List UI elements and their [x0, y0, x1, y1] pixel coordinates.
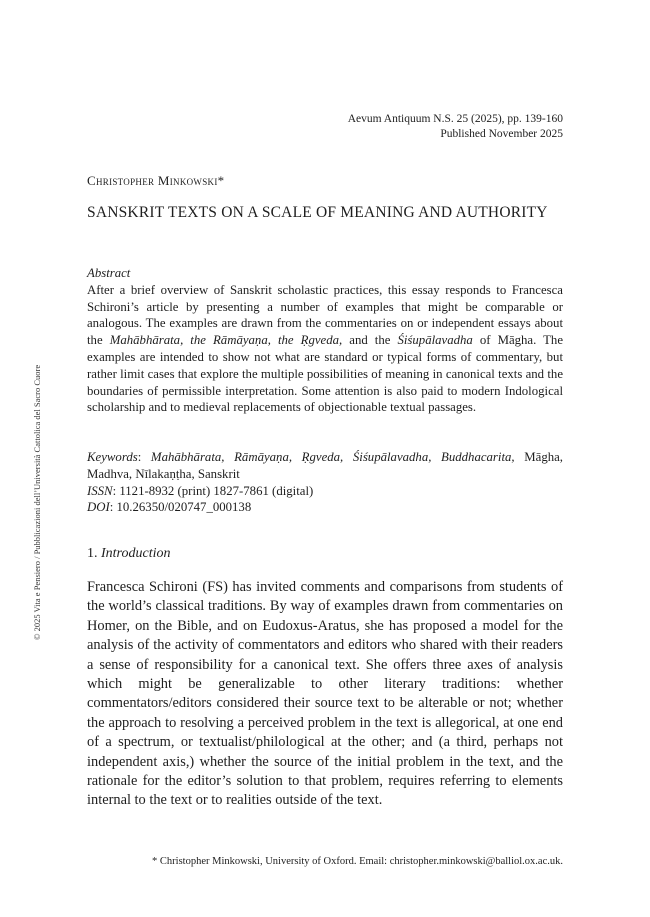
- section-heading: [87, 546, 170, 562]
- abstract-work-titles: Mahābhārata, the Rāmāyaṇa, the Ṛgveda,: [109, 333, 343, 348]
- doi-value: : 10.26350/020747_000138: [109, 500, 252, 515]
- issn: [87, 483, 563, 500]
- paper-metadata: [87, 449, 563, 516]
- abstract-label: Abstract: [87, 266, 131, 280]
- section-title: Introduction: [101, 546, 171, 561]
- abstract-work-title: Śiśupālavadha: [397, 333, 473, 348]
- copyright-side-note: © 2025 Vita e Pensiero / Pubblicazioni dell’Università Cattolica del Sacro Cuore: [32, 364, 42, 640]
- doi-label: DOI: [87, 500, 110, 515]
- abstract: [87, 265, 563, 416]
- journal-line: Aevum Antiquum N.S. 25 (2025), pp. 139-160: [347, 113, 563, 125]
- published-line: Published November 2025: [440, 128, 563, 140]
- abstract-text-part: and the: [342, 333, 398, 348]
- keywords: Keywords: Mahābhārata, Rāmāyaṇa, Ṛgveda, Śiśupālavadha, Buddhacarita, Māgha, Madhva, Nīlakaṇṭha, Sanskrit: [87, 450, 564, 481]
- issn-value: : 1121-8932 (print) 1827-7861 (digital): [112, 483, 314, 498]
- keywords-italic: Mahābhārata, Rāmāyaṇa, Ṛgveda, Śiśupālavadha, Buddhacarita,: [150, 450, 515, 464]
- section-number: 1.: [87, 546, 98, 561]
- paper-title: SANSKRIT TEXTS ON A SCALE OF MEANING AND AUTHORITY: [87, 204, 548, 221]
- body-paragraph: Francesca Schironi (FS) has invited comments and comparisons from students of the world’s classical traditions. By way of examples drawn from commentaries on Homer, on the Bible, and on Eudoxus-Aratus, she has proposed a model for the analysis of the activity of commentators and editors who shared with their readers a sense of responsibility for a canonical text. She offers three axes of analysis which might be generalizable to other literary traditions: whether commentators/editors considered their source text to be alterable or not; whether the approach to resolving a perceived problem in the text is allegorical, at one end of a spectrum, or textualist/philological at the other; and (a third, perhaps not independent axis,) whether the source of the initial problem in the text, and the rationale for the editor’s solution to that problem, requires referring to elements internal to the text or to realities outside of the text.: [87, 579, 563, 809]
- journal-citation: [348, 112, 563, 142]
- doi: [87, 499, 563, 516]
- keywords-label: Keywords: [87, 450, 138, 464]
- author-name: Christopher Minkowski*: [87, 173, 225, 188]
- keywords-plain: Māgha, Madhva, Nīlakaṇṭha, Sanskrit: [87, 450, 564, 481]
- footnote: * Christopher Minkowski, University of Oxford. Email: christopher.minkowski@balliol.ox.ac.uk.: [152, 856, 563, 867]
- abstract-text-part: After a brief overview of Sanskrit scholastic practices, this essay responds to Francesca Schironi’s article by presenting a number of examples that might be comparable or analogous. The examples are drawn from the commentaries on or independent essays about the: [87, 282, 563, 348]
- abstract-text: [87, 282, 563, 416]
- abstract-text-part: of Māgha. The examples are intended to show not what are standard or typical forms of commentary, but rather limit cases that explore the multiple possibilities of meaning in canonical texts and the boundaries of permissible interpretation. Some attention is also paid to modern Indological scholarship and to medieval replacements of objectionable textual passages.: [87, 333, 564, 415]
- issn-label: ISSN: [87, 483, 113, 498]
